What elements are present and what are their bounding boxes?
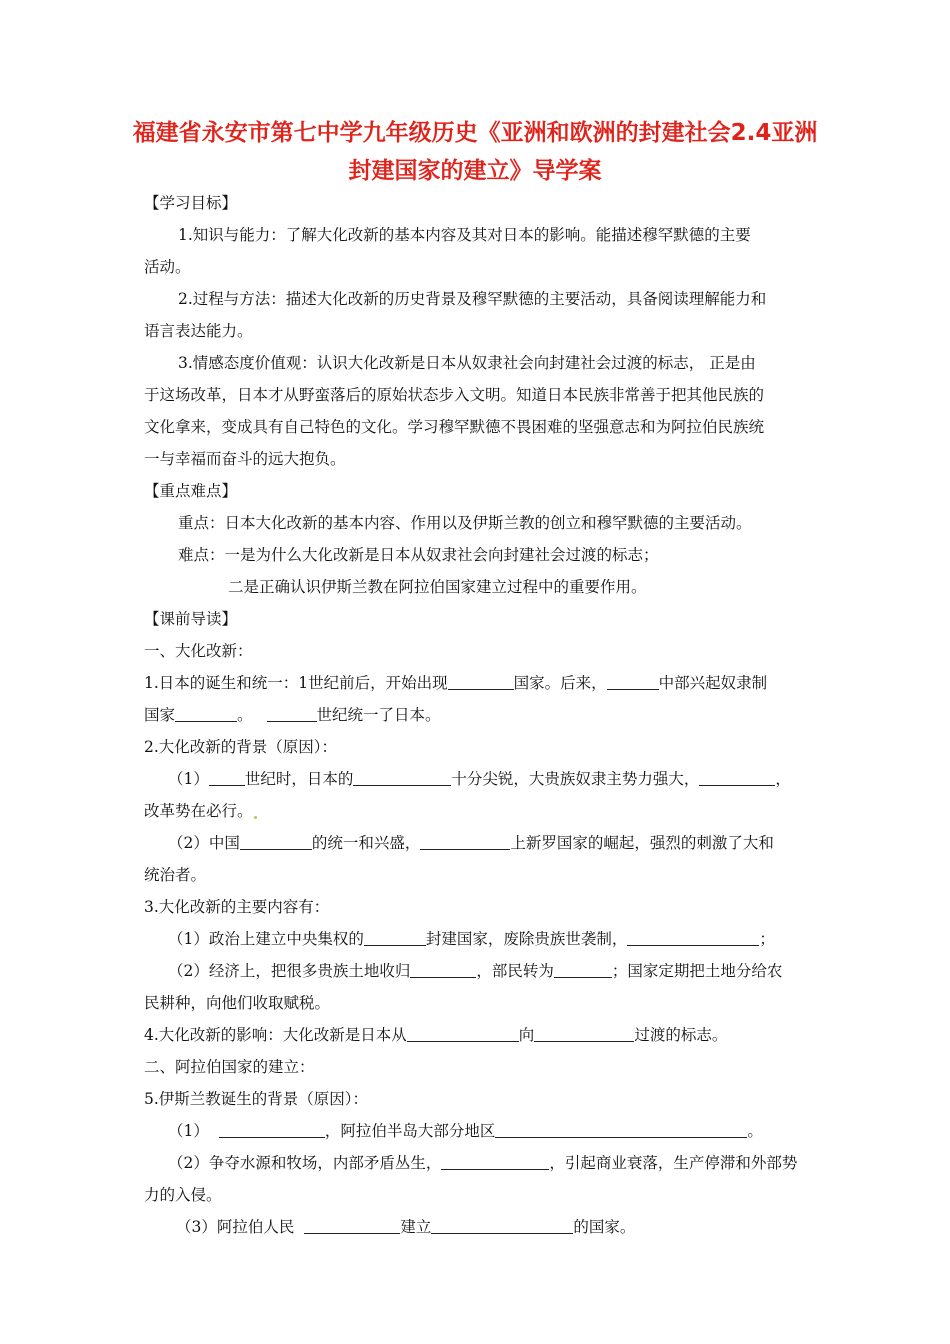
question-3-2: （2）经济上，把很多贵族土地收归 ，部民转为 ；国家定期把土地分给农 bbox=[168, 962, 783, 980]
title-line-2: 封建国家的建立》导学案 bbox=[348, 158, 602, 184]
part-1-heading: 一、大化改新： bbox=[144, 642, 253, 660]
answer-blank[interactable] bbox=[495, 1122, 747, 1138]
question-1: 1.日本的诞生和统一：1世纪前后，开始出现 国家。后来， 中部兴起奴隶制 bbox=[144, 674, 768, 692]
answer-blank[interactable] bbox=[304, 1218, 400, 1234]
objective-3-cont-3: 一与幸福而奋斗的远大抱负。 bbox=[144, 450, 346, 468]
answer-blank[interactable] bbox=[420, 834, 510, 850]
section-keypoints-heading: 【重点难点】 bbox=[144, 482, 238, 500]
question-2-2-cont: 统治者。 bbox=[144, 866, 207, 884]
question-3-2-cont: 民耕种，向他们收取赋税。 bbox=[144, 994, 331, 1012]
difficulty-2: 二是正确认识伊斯兰教在阿拉伯国家建立过程中的重要作用。 bbox=[228, 578, 647, 596]
objective-1: 1.知识与能力：了解大化改新的基本内容及其对日本的影响。能描述穆罕默德的主要 bbox=[178, 226, 751, 244]
answer-blank[interactable] bbox=[353, 770, 451, 786]
section-objectives-heading: 【学习目标】 bbox=[144, 194, 238, 212]
answer-blank[interactable] bbox=[219, 1122, 325, 1138]
answer-blank[interactable] bbox=[448, 674, 514, 690]
answer-blank[interactable] bbox=[627, 930, 759, 946]
answer-blank[interactable] bbox=[407, 1026, 519, 1042]
question-5-3: （3）阿拉伯人民 建立 的国家。 bbox=[176, 1218, 636, 1236]
part-2-heading: 二、阿拉伯国家的建立： bbox=[144, 1058, 315, 1076]
objective-3-cont-1: 于这场改革，日本才从野蛮落后的原始状态步入文明。知道日本民族非常善于把其他民族的 bbox=[144, 386, 765, 404]
answer-blank[interactable] bbox=[441, 1154, 549, 1170]
question-3: 3.大化改新的主要内容有： bbox=[144, 898, 330, 916]
section-preview-heading: 【课前导读】 bbox=[144, 610, 238, 628]
difficulty-1: 难点：一是为什么大化改新是日本从奴隶社会向封建社会过渡的标志； bbox=[178, 546, 659, 564]
question-2-1: （1） 世纪时，日本的 十分尖锐，大贵族奴隶主势力强大， ， bbox=[168, 770, 791, 788]
answer-blank[interactable] bbox=[554, 962, 612, 978]
question-3-1: （1）政治上建立中央集权的 封建国家，废除贵族世袭制， ； bbox=[168, 930, 775, 948]
question-5-2: （2）争夺水源和牧场，内部矛盾丛生， ，引起商业衰落，生产停滞和外部势 bbox=[168, 1154, 798, 1172]
question-5-2-cont: 力的入侵。 bbox=[144, 1186, 222, 1204]
question-2-2: （2）中国 的统一和兴盛， 上新罗国家的崛起，强烈的刺激了大和 bbox=[168, 834, 774, 852]
answer-blank[interactable] bbox=[431, 1218, 573, 1234]
objective-3-cont-2: 文化拿来，变成具有自己特色的文化。学习穆罕默德不畏困难的坚强意志和为阿拉伯民族统 bbox=[144, 418, 765, 436]
question-2: 2.大化改新的背景（原因）： bbox=[144, 738, 338, 756]
title-line-1: 福建省永安市第七中学九年级历史《亚洲和欧洲的封建社会2.4亚洲 bbox=[132, 120, 818, 146]
question-5-1: （1） ，阿拉伯半岛大部分地区 。 bbox=[168, 1122, 763, 1140]
answer-blank[interactable] bbox=[267, 706, 317, 722]
answer-blank[interactable] bbox=[534, 1026, 634, 1042]
answer-blank[interactable] bbox=[209, 770, 245, 786]
answer-blank[interactable] bbox=[607, 674, 659, 690]
answer-blank[interactable] bbox=[240, 834, 312, 850]
question-5: 5.伊斯兰教诞生的背景（原因）： bbox=[144, 1090, 369, 1108]
objective-2-cont: 语言表达能力。 bbox=[144, 322, 253, 340]
answer-blank[interactable] bbox=[699, 770, 775, 786]
answer-blank[interactable] bbox=[175, 706, 237, 722]
key-point: 重点：日本大化改新的基本内容、作用以及伊斯兰教的创立和穆罕默德的主要活动。 bbox=[178, 514, 752, 532]
marker-dot bbox=[254, 816, 257, 819]
objective-3: 3.情感态度价值观：认识大化改新是日本从奴隶社会向封建社会过渡的标志， 正是由 bbox=[178, 354, 756, 372]
objective-2: 2.过程与方法：描述大化改新的历史背景及穆罕默德的主要活动，具备阅读理解能力和 bbox=[178, 290, 767, 308]
question-4: 4.大化改新的影响：大化改新是日本从 向 过渡的标志。 bbox=[144, 1026, 728, 1044]
answer-blank[interactable] bbox=[364, 930, 426, 946]
question-2-1-cont: 改革势在必行。 bbox=[144, 800, 258, 822]
objective-1-cont: 活动。 bbox=[144, 258, 191, 276]
question-1-cont: 国家 。 世纪统一了日本。 bbox=[144, 706, 441, 724]
answer-blank[interactable] bbox=[410, 962, 476, 978]
